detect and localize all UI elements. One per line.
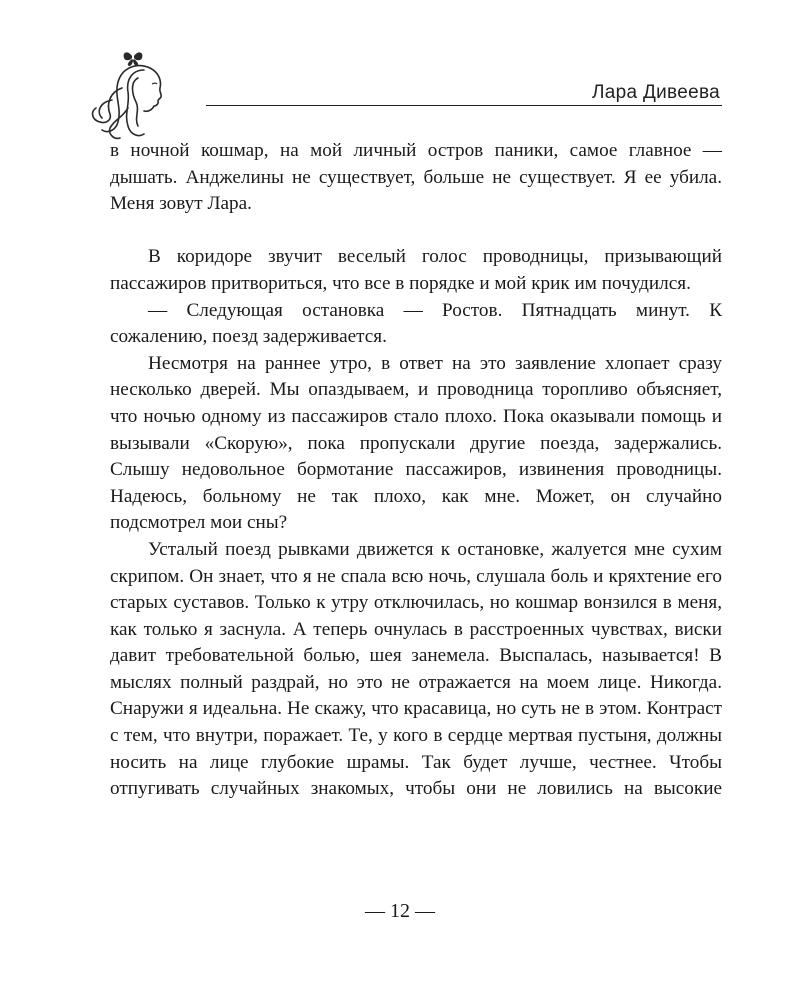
paragraph: Несмотря на раннее утро, в ответ на это заявление хлопает сразу несколько дверей. Мы опаздываем, и проводница торопливо объясняет, что ночью одному из пассажиров стало плохо. Пока оказывали помощь и вызывали «Скорую», пока пропускали другие поезда, задержались. Слышу недовольное бормотание пассажиров, извинения проводницы. Надеюсь, больному не так плохо, как мне. Может, он случайно подсмотрел мои сны? (110, 352, 722, 534)
running-header-author: Лара Дивеева (592, 82, 720, 103)
paragraph: в ночной кошмар, на мой личный остров паники, самое главное — дышать. Анджелины не существует, больше не существует. Я ее убила. Меня зовут Лара. (110, 140, 722, 215)
page-number: — 12 — (365, 900, 435, 922)
header-divider (206, 105, 722, 106)
woman-silhouette-logo-icon (88, 48, 188, 144)
paragraph: — Следующая остановка — Ростов. Пятнадцать минут. К сожалению, поезд задерживается. (110, 299, 722, 348)
page-body (110, 138, 722, 803)
paragraph: Усталый поезд рывками движется к остановке, жалуется мне сухим скрипом. Он знает, что я не спала всю ночь, слушала боль и кряхтение его старых суставов. Только к утру отключилась, но кошмар вонзился в меня, как только я заснула. А теперь очнулась в расстроенных чувствах, виски давит требовательной болью, шея занемела. Выспалась, называется! В мыслях полный раздрай, но это не отражается на моем лице. Никогда. Снаружи я идеальна. Не скажу, что красавица, но суть не в этом. Контраст с тем, что внутри, поражает. Те, у кого в сердце мертвая пустыня, должны носить на лице глубокие шрамы. Так будет лучше, честнее. Чтобы отпугивать случайных знакомых, чтобы они не ловились на высокие (110, 538, 722, 800)
paragraph: В коридоре звучит веселый голос проводницы, призывающий пассажиров притвориться, что все в порядке и мой крик им почудился. (110, 246, 722, 294)
